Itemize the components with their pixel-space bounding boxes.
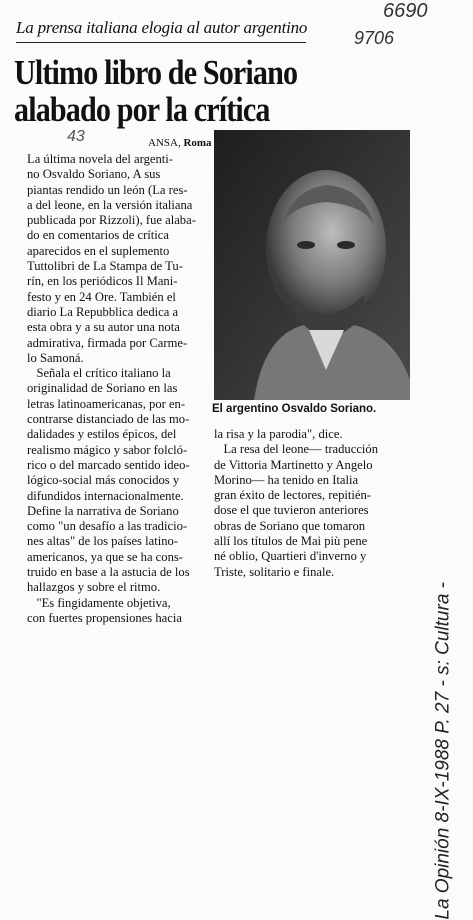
- headline-line-1: Ultimo libro de Soriano: [14, 53, 298, 92]
- photo-caption: El argentino Osvaldo Soriano.: [212, 403, 377, 415]
- headline-line-2: alabado por la crítica: [14, 90, 270, 129]
- author-photo: [214, 130, 410, 400]
- headline: [14, 54, 298, 128]
- column-1-text: La última novela del argenti- no Osvaldo Soriano, A sus piantas rendido un león (La res- a del leone, en la versión italiana publicada por Rizzoli), fue alaba- do en comentarios de crítica aparecidos en el suplemento Tuttolibri de La Stampa de Tu- rín, en los periódicos Il Mani- festo y en 24 Ore. También el diario La Repubblica dedica a esta obra y a su autor una nota admirativa, firmada por Carme- lo Samoná. Señala el crítico italiano la originalidad de Soriano en las letras latinoamericanas, por en- contrarse distanciado de las mo- dalidades y estilos épicos, del realismo mágico y sabor folcló- rico o del marcado sentido ideo- lógico-social más conocidos y difundidos internacionalmente. Define la narrativa de Soriano como "un desafío a las tradicio- nes altas" de los países latino- americanos, ya que se ha cons- truido en base a la astucia de los hallazgos y sobre el ritmo. "Es fingidamente objetiva, con fuertes propensiones hacia: [27, 152, 196, 625]
- kicker-rule: [16, 42, 306, 43]
- portrait-image: [214, 130, 410, 400]
- handwritten-page-mark: 43: [67, 128, 85, 145]
- article-column-1: [27, 152, 199, 626]
- article-column-2: la risa y la parodia", dice. La resa del leone— traducción de Vittoria Martinetto y Angelo Morino— ha tenido en Italia gran éxito de lectores, repitién- dose el que tuvieron anteriores obras de Soriano que tomaron allí los títulos de Mai più pene né oblio, Quartieri d'inverno y Triste, solitario e finale.: [214, 427, 378, 579]
- handwritten-code-second: 9706: [354, 28, 395, 48]
- handwritten-side-note: La Opinión 8-IX-1988 P. 27 - s: Cultura -: [433, 582, 454, 920]
- byline-city: Roma: [183, 137, 212, 149]
- byline: [148, 137, 212, 149]
- kicker: La prensa italiana elogia al autor argentino: [16, 18, 308, 37]
- handwritten-code-top: 6690: [383, 0, 428, 22]
- byline-source: ANSA,: [148, 137, 181, 149]
